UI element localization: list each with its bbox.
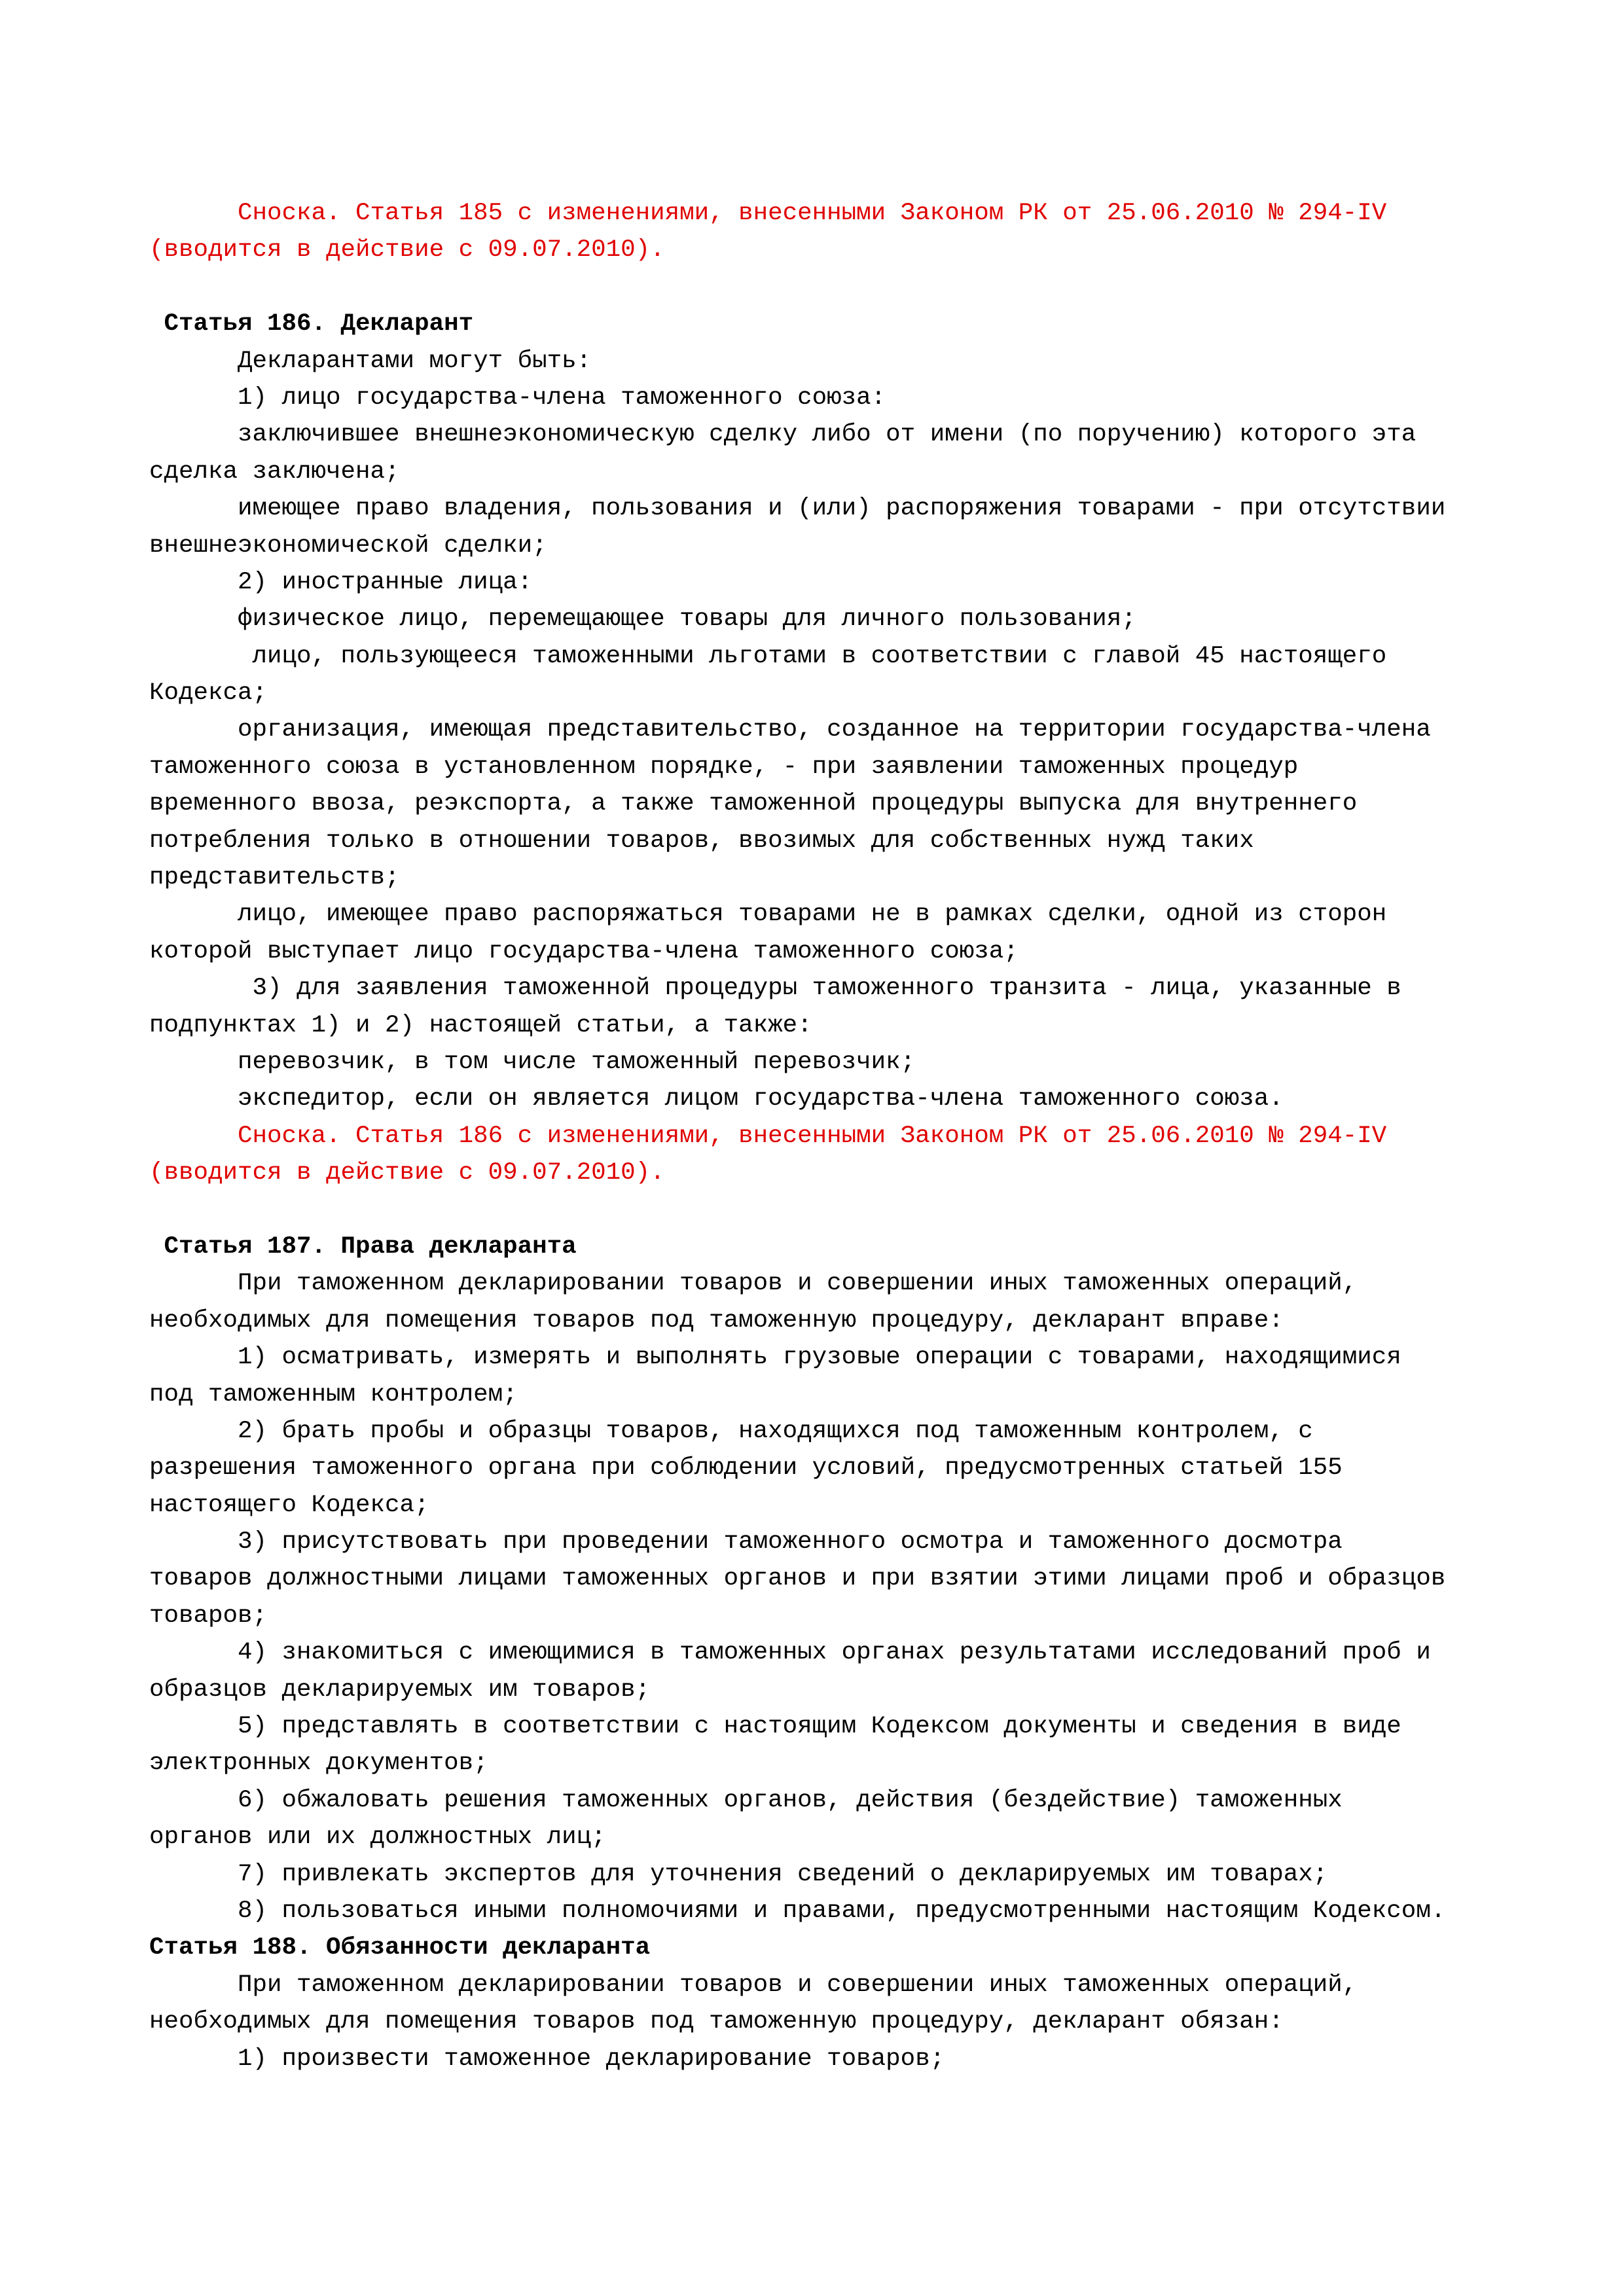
- text-line: При таможенном декларировании товаров и совершении иных таможенных операций,: [149, 1971, 1358, 1999]
- text-line: Кодекса;: [149, 679, 268, 708]
- text-line: 7) привлекать экспертов для уточнения сведений о декларируемых им товарах;: [149, 1860, 1328, 1888]
- text-line: разрешения таможенного органа при соблюдении условий, предусмотренных статьей 155: [149, 1454, 1343, 1482]
- text-line: сделка заключена;: [149, 457, 400, 486]
- footnote-line: (вводится в действие с 09.07.2010).: [149, 1159, 665, 1187]
- text-line: 1) осматривать, измерять и выполнять грузовые операции с товарами, находящимися: [149, 1344, 1401, 1372]
- text-line: настоящего Кодекса;: [149, 1491, 429, 1519]
- text-line: лицо, пользующееся таможенными льготами в соответствии с главой 45 настоящего: [149, 642, 1387, 670]
- text-line: образцов декларируемых им товаров;: [149, 1676, 651, 1704]
- document-page: [149, 195, 1445, 2077]
- text-line: перевозчик, в том числе таможенный перевозчик;: [149, 1048, 916, 1076]
- text-line: 8) пользоваться иными полномочиями и правами, предусмотренными настоящим Кодексом.: [149, 1897, 1446, 1925]
- text-line: органов или их должностных лиц;: [149, 1823, 606, 1852]
- text-line: 1) лицо государства-члена таможенного союза:: [149, 384, 886, 412]
- text-line: временного ввоза, реэкспорта, а также таможенной процедуры выпуска для внутреннего: [149, 790, 1358, 818]
- article-heading: Статья 186. Декларант: [149, 310, 474, 338]
- text-line: Декларантами могут быть:: [149, 347, 592, 375]
- text-line: физическое лицо, перемещающее товары для личного пользования;: [149, 605, 1136, 634]
- text-line: под таможенным контролем;: [149, 1380, 518, 1408]
- text-line: товаров должностными лицами таможенных органов и при взятии этими лицами проб и образцов: [149, 1565, 1446, 1593]
- text-line: 3) присутствовать при проведении таможенного осмотра и таможенного досмотра: [149, 1528, 1343, 1556]
- text-line: необходимых для помещения товаров под таможенную процедуру, декларант вправе:: [149, 1306, 1284, 1335]
- footnote-line: (вводится в действие с 09.07.2010).: [149, 236, 665, 264]
- text-line: 4) знакомиться с имеющимися в таможенных органах результатами исследований проб и: [149, 1639, 1431, 1667]
- article-heading: Статья 188. Обязанности декларанта: [149, 1934, 651, 1962]
- text-line: подпунктах 1) и 2) настоящей статьи, а также:: [149, 1011, 812, 1039]
- text-line: 2) брать пробы и образцы товаров, находящихся под таможенным контролем, с: [149, 1417, 1313, 1445]
- text-line: При таможенном декларировании товаров и совершении иных таможенных операций,: [149, 1270, 1358, 1298]
- text-line: таможенного союза в установленном порядке, - при заявлении таможенных процедур: [149, 753, 1299, 781]
- text-line: [149, 269, 1445, 306]
- text-line: лицо, имеющее право распоряжаться товарами не в рамках сделки, одной из сторон: [149, 901, 1387, 929]
- text-line: потребления только в отношении товаров, ввозимых для собственных нужд таких: [149, 827, 1254, 855]
- text-line: внешнеэкономической сделки;: [149, 531, 547, 560]
- text-line: 6) обжаловать решения таможенных органов, действия (бездействие) таможенных: [149, 1786, 1343, 1814]
- text-line: которой выступает лицо государства-члена таможенного союза;: [149, 937, 1019, 965]
- footnote-line: Сноска. Статья 186 с изменениями, внесенными Законом РК от 25.06.2010 № 294-IV: [149, 1122, 1387, 1150]
- text-line: электронных документов;: [149, 1749, 488, 1778]
- text-line: 5) представлять в соответствии с настоящим Кодексом документы и сведения в виде: [149, 1713, 1401, 1741]
- text-line: [149, 1192, 1445, 1229]
- text-line: 3) для заявления таможенной процедуры таможенного транзита - лица, указанные в: [149, 975, 1401, 1003]
- article-heading: Статья 187. Права декларанта: [149, 1232, 577, 1261]
- text-line: экспедитор, если он является лицом государства-члена таможенного союза.: [149, 1085, 1284, 1113]
- text-line: 1) произвести таможенное декларирование товаров;: [149, 2045, 945, 2073]
- text-line: организация, имеющая представительство, созданное на территории государства-члена: [149, 716, 1431, 744]
- footnote-line: Сноска. Статья 185 с изменениями, внесенными Законом РК от 25.06.2010 № 294-IV: [149, 200, 1387, 227]
- text-line: необходимых для помещения товаров под таможенную процедуру, декларант обязан:: [149, 2008, 1284, 2036]
- text-line: 2) иностранные лица:: [149, 568, 533, 596]
- text-line: имеющее право владения, пользования и (или) распоряжения товарами - при отсутствии: [149, 495, 1446, 523]
- text-line: представительств;: [149, 864, 400, 892]
- text-line: заключившее внешнеэкономическую сделку либо от имени (по поручению) которого эта: [149, 421, 1416, 449]
- text-line: товаров;: [149, 1602, 268, 1630]
